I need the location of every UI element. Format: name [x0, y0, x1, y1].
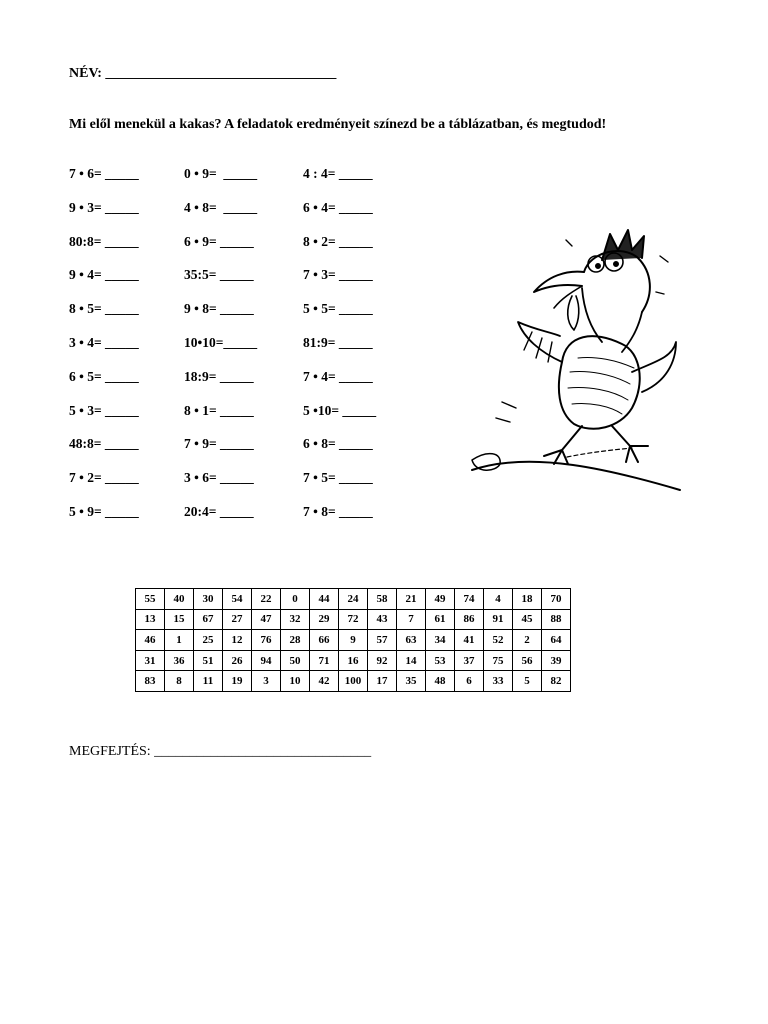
grid-cell[interactable]: 51 — [194, 650, 223, 671]
grid-cell[interactable]: 49 — [426, 589, 455, 610]
exercise-item[interactable]: 7 • 5= _____ — [303, 470, 373, 486]
grid-cell[interactable]: 67 — [194, 609, 223, 630]
grid-row — [136, 630, 571, 651]
task-instruction: Mi elől menekül a kakas? A feladatok eredményeit színezd be a táblázatban, és megtudod! — [69, 117, 607, 132]
grid-cell[interactable]: 54 — [223, 589, 252, 610]
grid-cell[interactable]: 3 — [252, 671, 281, 692]
grid-row — [136, 650, 571, 671]
grid-cell[interactable]: 63 — [397, 630, 426, 651]
grid-cell[interactable]: 24 — [339, 589, 368, 610]
grid-cell[interactable]: 31 — [136, 650, 165, 671]
grid-cell[interactable]: 11 — [194, 671, 223, 692]
grid-cell[interactable]: 9 — [339, 630, 368, 651]
grid-cell[interactable]: 91 — [484, 609, 513, 630]
grid-cell[interactable]: 64 — [542, 630, 571, 651]
grid-cell[interactable]: 55 — [136, 589, 165, 610]
grid-cell[interactable]: 46 — [136, 630, 165, 651]
name-field-line[interactable]: NÉV: _________________________________ — [69, 66, 337, 81]
exercise-item[interactable]: 8 • 5= _____ — [69, 301, 139, 317]
grid-cell[interactable]: 58 — [368, 589, 397, 610]
exercise-item[interactable]: 7 • 9= _____ — [184, 436, 254, 452]
grid-cell[interactable]: 33 — [484, 671, 513, 692]
exercise-row — [69, 301, 429, 335]
exercise-item[interactable]: 7 • 3= _____ — [303, 267, 373, 283]
exercise-item[interactable]: 6 • 5= _____ — [69, 368, 139, 384]
exercise-item[interactable]: 81:9= _____ — [303, 334, 373, 350]
grid-cell[interactable]: 18 — [513, 589, 542, 610]
grid-cell[interactable]: 8 — [165, 671, 194, 692]
grid-cell[interactable]: 83 — [136, 671, 165, 692]
grid-cell[interactable]: 40 — [165, 589, 194, 610]
exercise-item[interactable]: 6 • 9= _____ — [184, 233, 254, 249]
exercise-item[interactable]: 5 • 5= _____ — [303, 301, 373, 317]
exercise-item[interactable]: 7 • 2= _____ — [69, 470, 139, 486]
grid-cell[interactable]: 44 — [310, 589, 339, 610]
grid-cell[interactable]: 35 — [397, 671, 426, 692]
exercise-row — [69, 335, 429, 369]
grid-cell[interactable]: 12 — [223, 630, 252, 651]
grid-cell[interactable]: 41 — [455, 630, 484, 651]
exercise-item[interactable]: 3 • 6= _____ — [184, 470, 254, 486]
grid-cell[interactable]: 43 — [368, 609, 397, 630]
exercise-list — [69, 166, 429, 538]
grid-cell[interactable]: 61 — [426, 609, 455, 630]
grid-cell[interactable]: 2 — [513, 630, 542, 651]
grid-cell[interactable]: 82 — [542, 671, 571, 692]
exercise-item[interactable]: 7 • 8= _____ — [303, 503, 373, 519]
exercise-item[interactable]: 35:5= _____ — [184, 267, 254, 283]
grid-cell[interactable]: 0 — [281, 589, 310, 610]
grid-cell[interactable]: 70 — [542, 589, 571, 610]
grid-cell[interactable]: 27 — [223, 609, 252, 630]
exercise-row — [69, 166, 429, 200]
exercise-item[interactable]: 0 • 9= _____ — [184, 166, 258, 181]
exercise-item[interactable]: 10•10=_____ — [184, 334, 258, 350]
exercise-row — [69, 267, 429, 301]
grid-row — [136, 671, 571, 692]
exercise-row — [69, 436, 429, 470]
grid-cell[interactable]: 42 — [310, 671, 339, 692]
grid-cell[interactable]: 75 — [484, 650, 513, 671]
grid-cell[interactable]: 45 — [513, 609, 542, 630]
grid-cell[interactable]: 88 — [542, 609, 571, 630]
exercise-item[interactable]: 6 • 8= _____ — [303, 436, 373, 452]
running-rooster-illustration — [462, 212, 684, 504]
grid-cell[interactable]: 28 — [281, 630, 310, 651]
exercise-item[interactable]: 8 • 2= _____ — [303, 233, 373, 249]
grid-cell[interactable]: 100 — [339, 671, 368, 692]
grid-cell[interactable]: 19 — [223, 671, 252, 692]
answer-grid — [135, 588, 571, 692]
grid-cell[interactable]: 21 — [397, 589, 426, 610]
exercise-row — [69, 369, 429, 403]
grid-cell[interactable]: 74 — [455, 589, 484, 610]
grid-cell[interactable]: 1 — [165, 630, 194, 651]
grid-cell[interactable]: 86 — [455, 609, 484, 630]
exercise-item[interactable]: 6 • 4= _____ — [303, 199, 373, 215]
grid-cell[interactable]: 13 — [136, 609, 165, 630]
grid-cell[interactable]: 29 — [310, 609, 339, 630]
grid-cell[interactable]: 57 — [368, 630, 397, 651]
exercise-item[interactable]: 5 • 9= _____ — [69, 503, 139, 519]
solution-line[interactable]: MEGFEJTÉS: _______________________________ — [69, 744, 372, 759]
grid-cell[interactable]: 71 — [310, 650, 339, 671]
grid-cell[interactable]: 36 — [165, 650, 194, 671]
exercise-item[interactable]: 9 • 3= _____ — [69, 199, 139, 215]
grid-cell[interactable]: 50 — [281, 650, 310, 671]
grid-cell[interactable]: 10 — [281, 671, 310, 692]
grid-cell[interactable]: 6 — [455, 671, 484, 692]
grid-cell[interactable]: 16 — [339, 650, 368, 671]
grid-cell[interactable]: 25 — [194, 630, 223, 651]
grid-cell[interactable]: 39 — [542, 650, 571, 671]
exercise-item[interactable]: 18:9= _____ — [184, 368, 254, 384]
exercise-item[interactable]: 8 • 1= _____ — [184, 402, 254, 418]
grid-cell[interactable]: 4 — [484, 589, 513, 610]
exercise-row — [69, 403, 429, 437]
grid-cell[interactable]: 32 — [281, 609, 310, 630]
grid-cell[interactable]: 15 — [165, 609, 194, 630]
grid-cell[interactable]: 47 — [252, 609, 281, 630]
exercise-item[interactable]: 7 • 6= _____ — [69, 166, 139, 181]
grid-cell[interactable]: 72 — [339, 609, 368, 630]
exercise-item[interactable]: 4 : 4= _____ — [303, 166, 373, 181]
grid-cell[interactable]: 92 — [368, 650, 397, 671]
grid-cell[interactable]: 66 — [310, 630, 339, 651]
grid-cell[interactable]: 14 — [397, 650, 426, 671]
grid-cell[interactable]: 26 — [223, 650, 252, 671]
grid-cell[interactable]: 37 — [455, 650, 484, 671]
exercise-item[interactable]: 9 • 8= _____ — [184, 301, 254, 317]
grid-cell[interactable]: 94 — [252, 650, 281, 671]
grid-cell[interactable]: 17 — [368, 671, 397, 692]
grid-row — [136, 589, 571, 610]
grid-cell[interactable]: 76 — [252, 630, 281, 651]
exercise-item[interactable]: 7 • 4= _____ — [303, 368, 373, 384]
grid-cell[interactable]: 7 — [397, 609, 426, 630]
grid-cell[interactable]: 30 — [194, 589, 223, 610]
exercise-item[interactable]: 5 • 3= _____ — [69, 402, 139, 418]
exercise-item[interactable]: 48:8= _____ — [69, 436, 139, 452]
grid-row — [136, 609, 571, 630]
exercise-row — [69, 470, 429, 504]
exercise-item[interactable]: 4 • 8= _____ — [184, 199, 258, 215]
exercise-item[interactable]: 20:4= _____ — [184, 503, 254, 519]
exercise-item[interactable]: 9 • 4= _____ — [69, 267, 139, 283]
exercise-row — [69, 234, 429, 268]
grid-cell[interactable]: 22 — [252, 589, 281, 610]
grid-cell[interactable]: 53 — [426, 650, 455, 671]
exercise-row — [69, 504, 429, 538]
exercise-item[interactable]: 80:8= _____ — [69, 233, 139, 249]
exercise-row — [69, 200, 429, 234]
grid-cell[interactable]: 52 — [484, 630, 513, 651]
grid-cell[interactable]: 56 — [513, 650, 542, 671]
exercise-item[interactable]: 3 • 4= _____ — [69, 334, 139, 350]
grid-cell[interactable]: 5 — [513, 671, 542, 692]
grid-cell[interactable]: 34 — [426, 630, 455, 651]
exercise-item[interactable]: 5 •10= _____ — [303, 402, 377, 418]
grid-cell[interactable]: 48 — [426, 671, 455, 692]
